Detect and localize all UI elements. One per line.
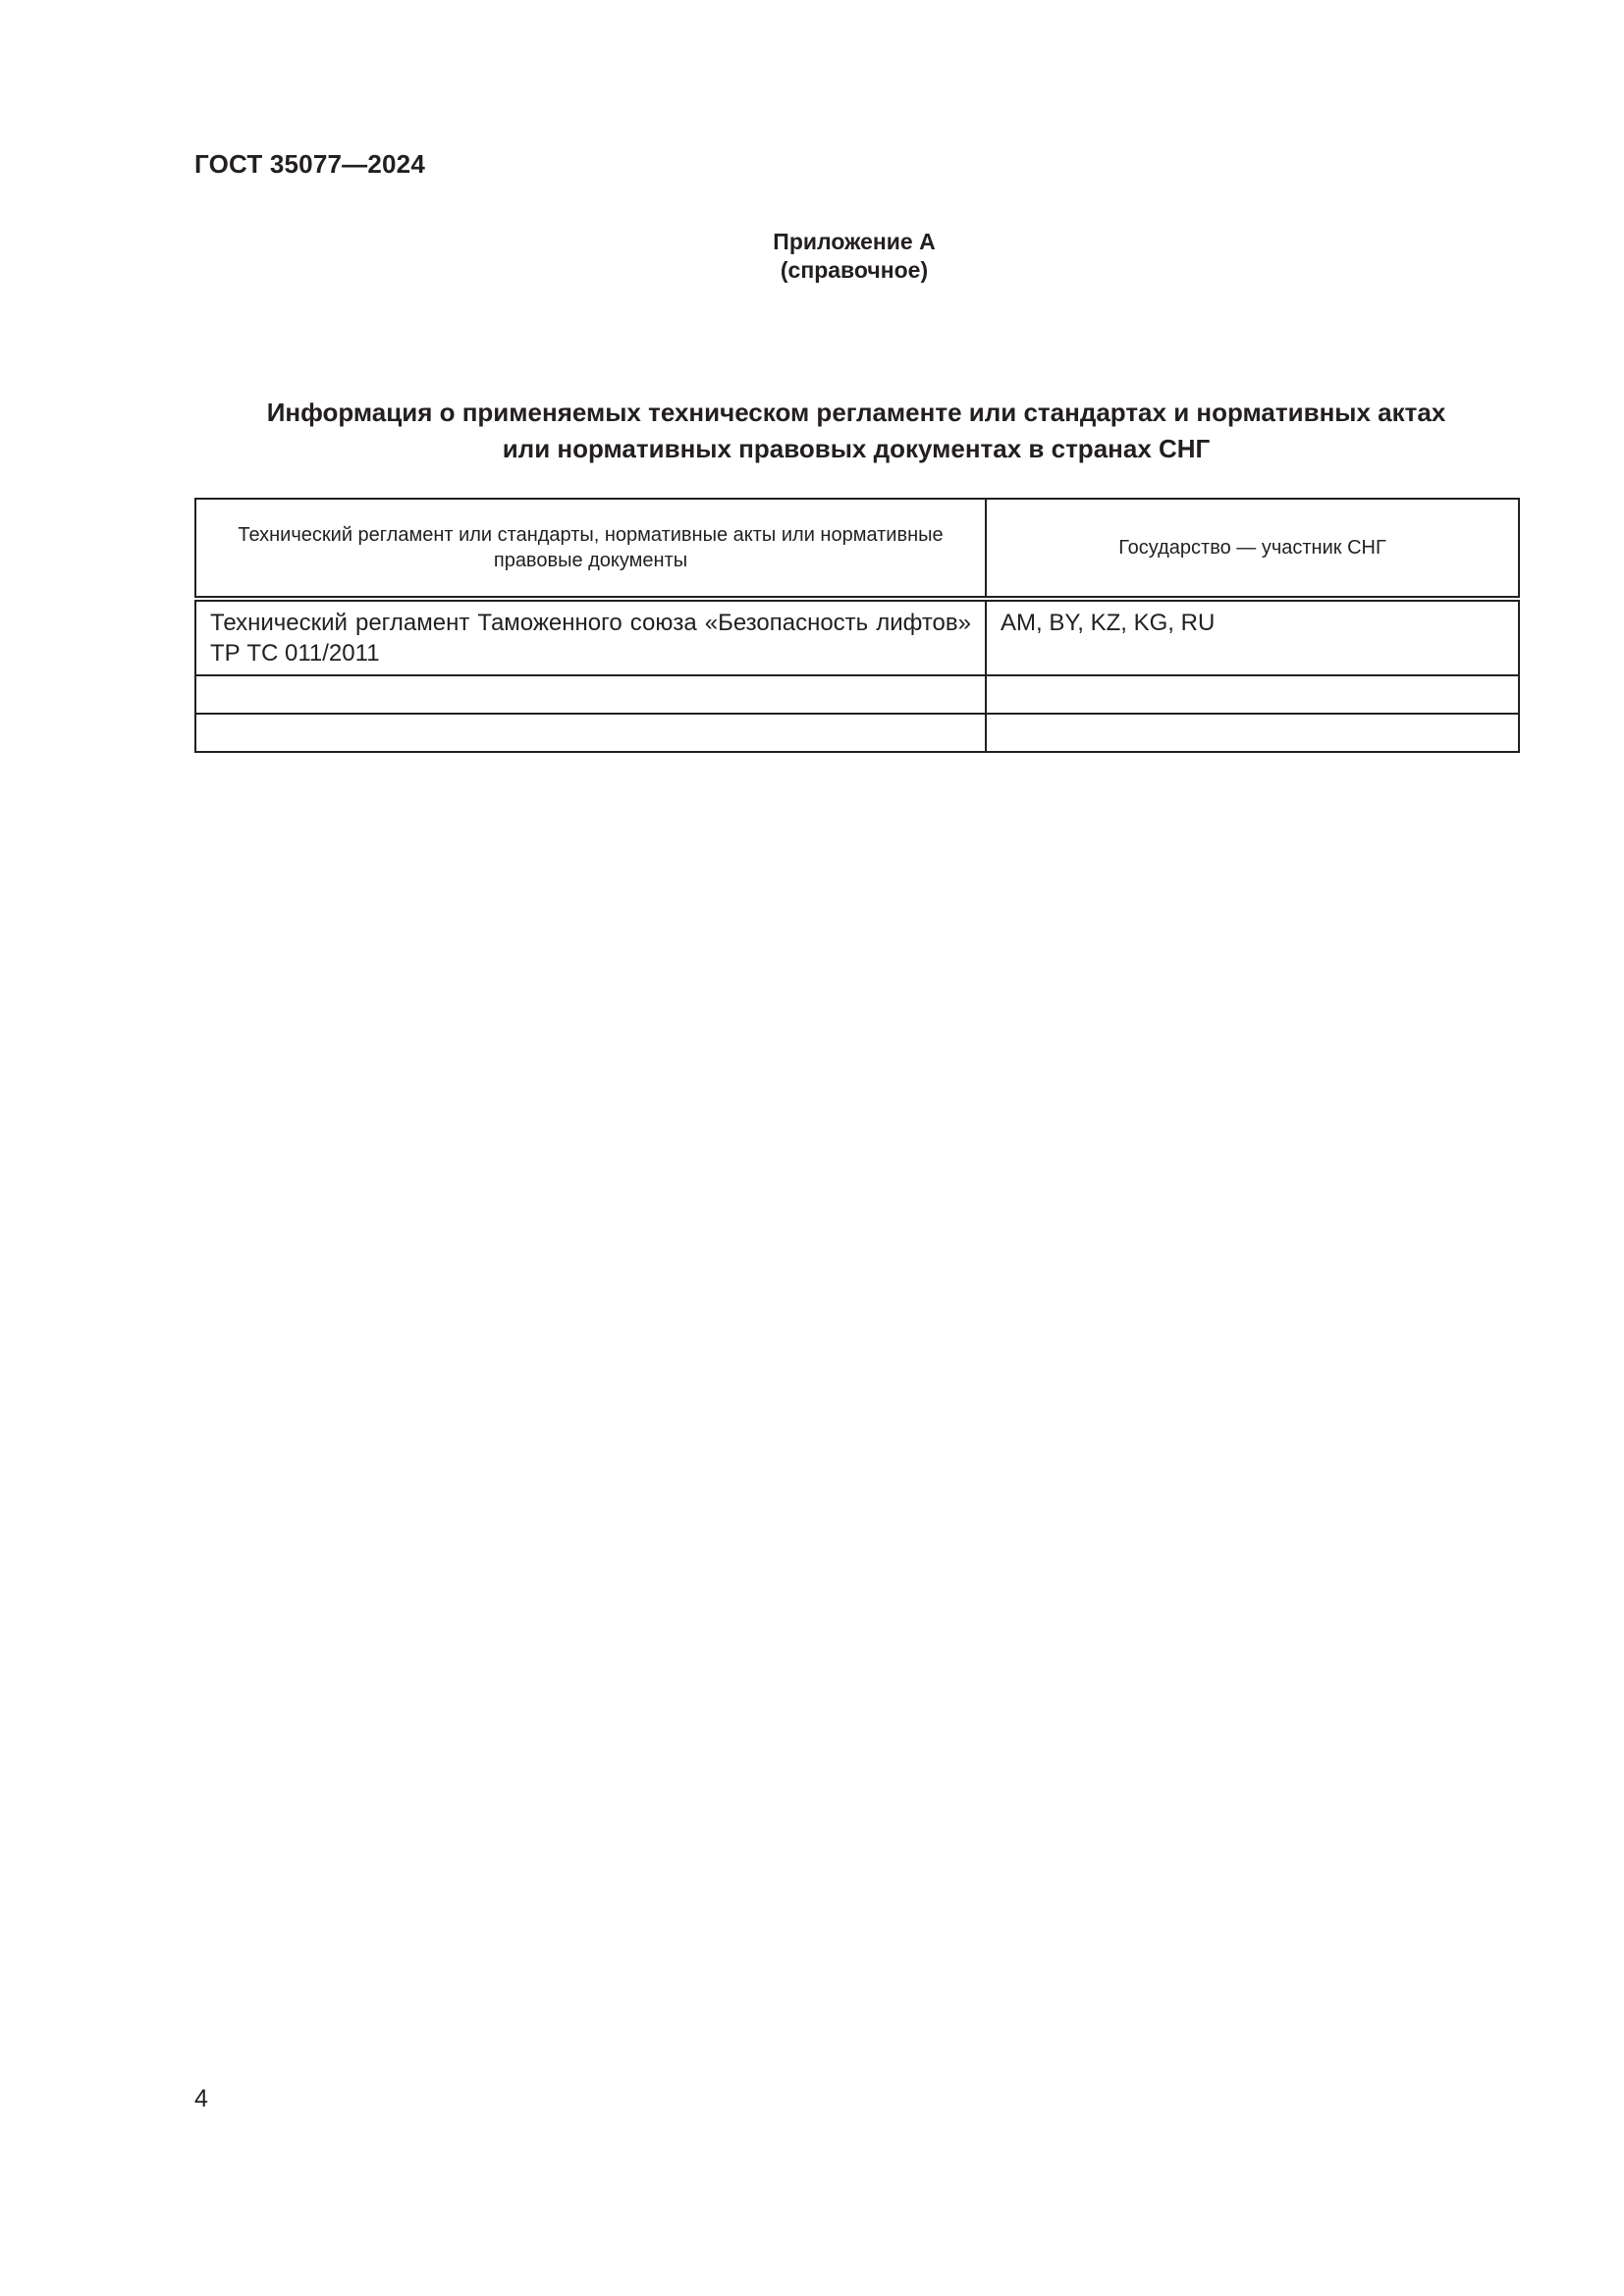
document-code: ГОСТ 35077—2024 [194, 149, 425, 179]
table-cell-states: AM, BY, KZ, KG, RU [986, 599, 1519, 675]
appendix-heading [0, 228, 1624, 285]
column-header-documents: Технический регламент или стандарты, нормативные акты или нормативные правовые документы [195, 499, 986, 599]
page-number: 4 [194, 2085, 208, 2112]
table-cell-states [986, 675, 1519, 714]
table-cell-document: Технический регламент Таможенного союза «Безопасность лифтов» ТР ТС 011/2011 [195, 599, 986, 675]
table-row [195, 714, 1519, 752]
table-row [195, 675, 1519, 714]
appendix-title-line-2: или нормативных правовых документах в странах СНГ [502, 434, 1211, 463]
appendix-type: (справочное) [780, 257, 929, 283]
table-row [195, 599, 1519, 675]
regulations-table [194, 498, 1520, 753]
table-cell-document [195, 714, 986, 752]
column-header-states: Государство — участник СНГ [986, 499, 1519, 599]
appendix-title-line-1: Информация о применяемых техническом регламенте или стандартах и нормативных актах [266, 398, 1446, 427]
table-header-row [195, 499, 1519, 599]
appendix-label: Приложение А [773, 229, 936, 254]
appendix-title [194, 395, 1518, 467]
table-cell-document [195, 675, 986, 714]
table-cell-states [986, 714, 1519, 752]
